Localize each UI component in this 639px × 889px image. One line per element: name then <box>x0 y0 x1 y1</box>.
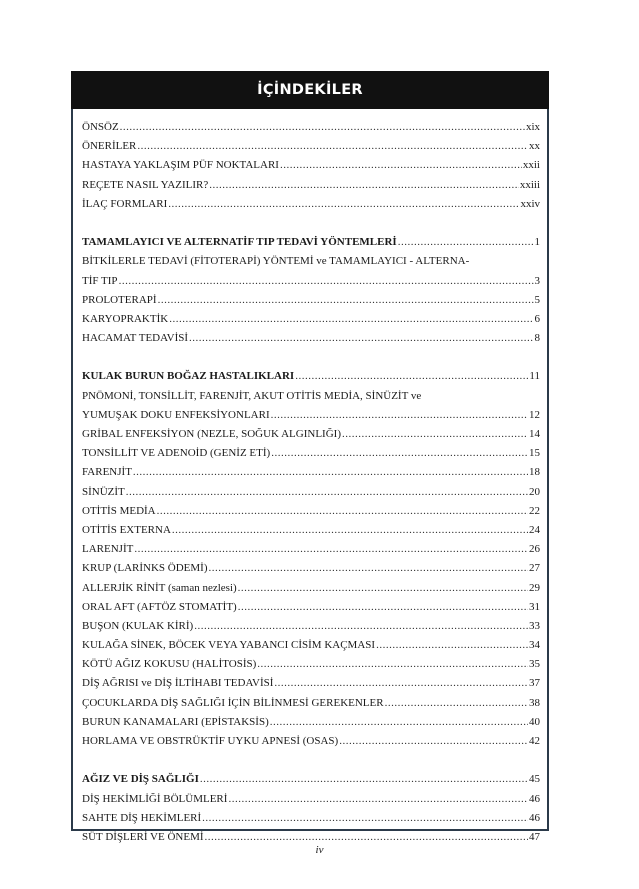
toc-entry-page: 5 <box>534 293 540 306</box>
toc-section-heading[interactable] <box>82 370 540 389</box>
toc-entry-title: KÖTÜ AĞIZ KOKUSU (HALİTOSİS) <box>82 658 257 671</box>
dot-leader <box>200 773 528 785</box>
toc-entry-page: 15 <box>529 447 540 460</box>
dot-leader <box>339 735 528 747</box>
toc-entry-title: İLAÇ FORMLARI <box>82 197 168 210</box>
dot-leader <box>169 313 533 325</box>
toc-entry-page: 11 <box>529 370 540 383</box>
toc-entry[interactable] <box>82 601 540 620</box>
toc-entry[interactable] <box>82 275 540 294</box>
toc-entry-page: 33 <box>529 619 540 632</box>
toc-entry[interactable] <box>82 639 540 658</box>
toc-entry[interactable] <box>82 620 540 639</box>
toc-entry-page: 31 <box>529 600 540 613</box>
dot-leader <box>295 370 528 382</box>
toc-entry-title: ALLERJİK RİNİT (saman nezlesi) <box>82 581 237 594</box>
toc-section-heading[interactable] <box>82 236 540 255</box>
toc-entry[interactable] <box>82 198 540 217</box>
toc-entry-title: TAMAMLAYICI VE ALTERNATİF TIP TEDAVİ YÖNTEMLERİ <box>82 236 397 249</box>
section-gap <box>82 351 540 370</box>
toc-entry-title: OTİTİS EXTERNA <box>82 523 171 536</box>
toc-entry[interactable] <box>82 735 540 754</box>
toc-entry-page: 14 <box>529 428 540 440</box>
toc-entry-page: 38 <box>529 696 540 709</box>
dot-leader <box>137 140 528 152</box>
toc-entry[interactable] <box>82 716 540 735</box>
dot-leader <box>208 562 528 574</box>
toc-entry-title: GRİBAL ENFEKSİYON (NEZLE, SOĞUK ALGINLIĞI) <box>82 428 341 440</box>
toc-entry[interactable] <box>82 505 540 524</box>
toc-entry-title: SİNÜZİT <box>82 485 125 498</box>
dot-leader <box>120 121 525 133</box>
dot-leader <box>376 639 528 651</box>
dot-leader <box>126 486 528 498</box>
toc-entry[interactable] <box>82 140 540 159</box>
toc-entry-page: 26 <box>529 543 540 556</box>
dot-leader <box>280 159 522 171</box>
toc-entry-page: 46 <box>529 792 540 805</box>
dot-leader <box>238 582 528 594</box>
toc-entry-page: 29 <box>529 581 540 594</box>
dot-leader <box>158 294 534 306</box>
toc-entry[interactable] <box>82 179 540 198</box>
toc-entry[interactable] <box>82 466 540 485</box>
toc-entry-title: SÜT DİŞLERİ VE ÖNEMİ <box>82 830 204 843</box>
dot-leader <box>205 831 528 843</box>
dot-leader <box>271 447 528 459</box>
toc-entry-title: OTİTİS MEDİA <box>82 504 156 517</box>
toc-entry-title: YUMUŞAK DOKU ENFEKSİYONLARI <box>82 408 270 421</box>
toc-entry[interactable] <box>82 658 540 677</box>
toc-entry[interactable] <box>82 793 540 812</box>
toc-entry-title: TONSİLLİT VE ADENOİD (GENİZ ETİ) <box>82 447 271 460</box>
toc-entry[interactable] <box>82 390 540 409</box>
toc-entry-title: AĞIZ VE DİŞ SAĞLIĞI <box>82 773 199 786</box>
toc-entry-page: 34 <box>529 639 540 652</box>
toc-entry-page: xxii <box>522 159 540 172</box>
toc-entry-page: 18 <box>529 466 540 479</box>
toc-entry-title: HORLAMA VE OBSTRÜKTİF UYKU APNESİ (OSAS) <box>82 735 339 747</box>
dot-leader <box>168 198 519 210</box>
toc-entry[interactable] <box>82 294 540 313</box>
dot-leader <box>172 524 528 536</box>
toc-section-heading[interactable] <box>82 773 540 792</box>
toc-entry-title: BUŞON (KULAK KİRİ) <box>82 619 194 632</box>
dot-leader <box>274 677 528 689</box>
dot-leader <box>385 697 528 709</box>
dot-leader <box>238 601 528 613</box>
toc-entry-page: xxiii <box>519 178 540 191</box>
dot-leader <box>257 658 528 670</box>
toc-entry-title: ÇOCUKLARDA DİŞ SAĞLIĞI İÇİN BİLİNMESİ GEREKENLER <box>82 696 384 709</box>
toc-entry[interactable] <box>82 812 540 831</box>
toc-entry-page: 20 <box>529 485 540 498</box>
toc-entry[interactable] <box>82 332 540 351</box>
toc-entry-title: BİTKİLERLE TEDAVİ (FİTOTERAPİ) YÖNTEMİ ve TAMAMLAYICI - ALTERNA- <box>82 255 470 268</box>
toc-entry-page: 47 <box>529 830 540 843</box>
toc-entry-title: TİF TIP <box>82 274 118 287</box>
toc-entry-title: ÖNSÖZ <box>82 121 119 133</box>
toc-entry-title: ÖNERİLER <box>82 140 137 153</box>
dot-leader <box>270 716 528 728</box>
toc-entry-title: KULAK BURUN BOĞAZ HASTALIKLARI <box>82 370 295 383</box>
toc-entry[interactable] <box>82 677 540 696</box>
toc-entry-title: REÇETE NASIL YAZILIR? <box>82 178 209 191</box>
toc-entry-page: 42 <box>529 735 540 747</box>
dot-leader <box>119 275 534 287</box>
toc-entry-title: KULAĞA SİNEK, BÖCEK VEYA YABANCI CİSİM KAÇMASI <box>82 639 376 652</box>
dot-leader <box>194 620 528 632</box>
toc-entry-title: HASTAYA YAKLAŞIM PÜF NOKTALARI <box>82 159 279 172</box>
toc-entry-title: DİŞ AĞRISI ve DİŞ İLTİHABI TEDAVİSİ <box>82 677 274 690</box>
toc-entry-title: BURUN KANAMALARI (EPİSTAKSİS) <box>82 715 269 728</box>
toc-entry-title: HACAMAT TEDAVİSİ <box>82 332 189 345</box>
toc-entry[interactable] <box>82 486 540 505</box>
toc-entry-page: xx <box>529 140 540 153</box>
toc-entry[interactable] <box>82 159 540 178</box>
page-title: İÇİNDEKİLER <box>71 71 549 109</box>
toc-entry[interactable] <box>82 428 540 447</box>
dot-leader <box>133 466 528 478</box>
toc-entry[interactable] <box>82 582 540 601</box>
section-gap <box>82 217 540 236</box>
toc-entry-title: PROLOTERAPİ <box>82 293 157 306</box>
dot-leader <box>209 179 519 191</box>
toc-entry-title: SAHTE DİŞ HEKİMLERİ <box>82 811 202 824</box>
toc-entry[interactable] <box>82 447 540 466</box>
toc-entry-page: 22 <box>529 504 540 517</box>
toc-entry-page: 12 <box>529 408 540 421</box>
toc-entry-page: 35 <box>529 658 540 671</box>
section-gap <box>82 754 540 773</box>
dot-leader <box>398 236 534 248</box>
toc-entry-title: PNÖMONİ, TONSİLLİT, FARENJİT, AKUT OTİTİS MEDİA, SİNÜZİT ve <box>82 389 422 402</box>
toc-entry-page: 37 <box>529 677 540 690</box>
toc-entry-page: 3 <box>534 274 540 287</box>
toc-entry-page: 1 <box>534 236 540 249</box>
toc-entry-page: 24 <box>529 523 540 536</box>
toc-entry-title: KARYOPRAKTİK <box>82 312 169 325</box>
toc-entry[interactable] <box>82 543 540 562</box>
toc-entry[interactable] <box>82 562 540 581</box>
dot-leader <box>342 428 528 440</box>
dot-leader <box>228 793 528 805</box>
toc-entry-page: xix <box>525 121 540 133</box>
toc-entry-page: 46 <box>529 811 540 824</box>
toc-entry-title: ORAL AFT (AFTÖZ STOMATİT) <box>82 600 237 613</box>
dot-leader <box>189 332 533 344</box>
toc-entry-page: 6 <box>534 312 540 325</box>
toc-entry-page: 27 <box>529 562 540 575</box>
toc-entry-page: 8 <box>534 332 540 345</box>
dot-leader <box>134 543 528 555</box>
table-of-contents <box>82 121 540 850</box>
toc-entry[interactable] <box>82 313 540 332</box>
toc-entry-title: LARENJİT <box>82 543 134 556</box>
toc-entry-title: DİŞ HEKİMLİĞİ BÖLÜMLERİ <box>82 792 228 805</box>
toc-entry-page: xxiv <box>520 197 540 210</box>
toc-entry-page: 40 <box>529 715 540 728</box>
dot-leader <box>202 812 528 824</box>
dot-leader <box>271 409 528 421</box>
toc-entry[interactable] <box>82 255 540 274</box>
toc-entry[interactable] <box>82 524 540 543</box>
toc-entry-title: KRUP (LARİNKS ÖDEMİ) <box>82 562 208 575</box>
dot-leader <box>157 505 528 517</box>
toc-entry-title: FARENJİT <box>82 466 132 479</box>
page-number: iv <box>315 844 324 856</box>
toc-entry[interactable] <box>82 409 540 428</box>
toc-entry[interactable] <box>82 121 540 140</box>
toc-entry-page: 45 <box>529 773 540 786</box>
toc-entry[interactable] <box>82 697 540 716</box>
